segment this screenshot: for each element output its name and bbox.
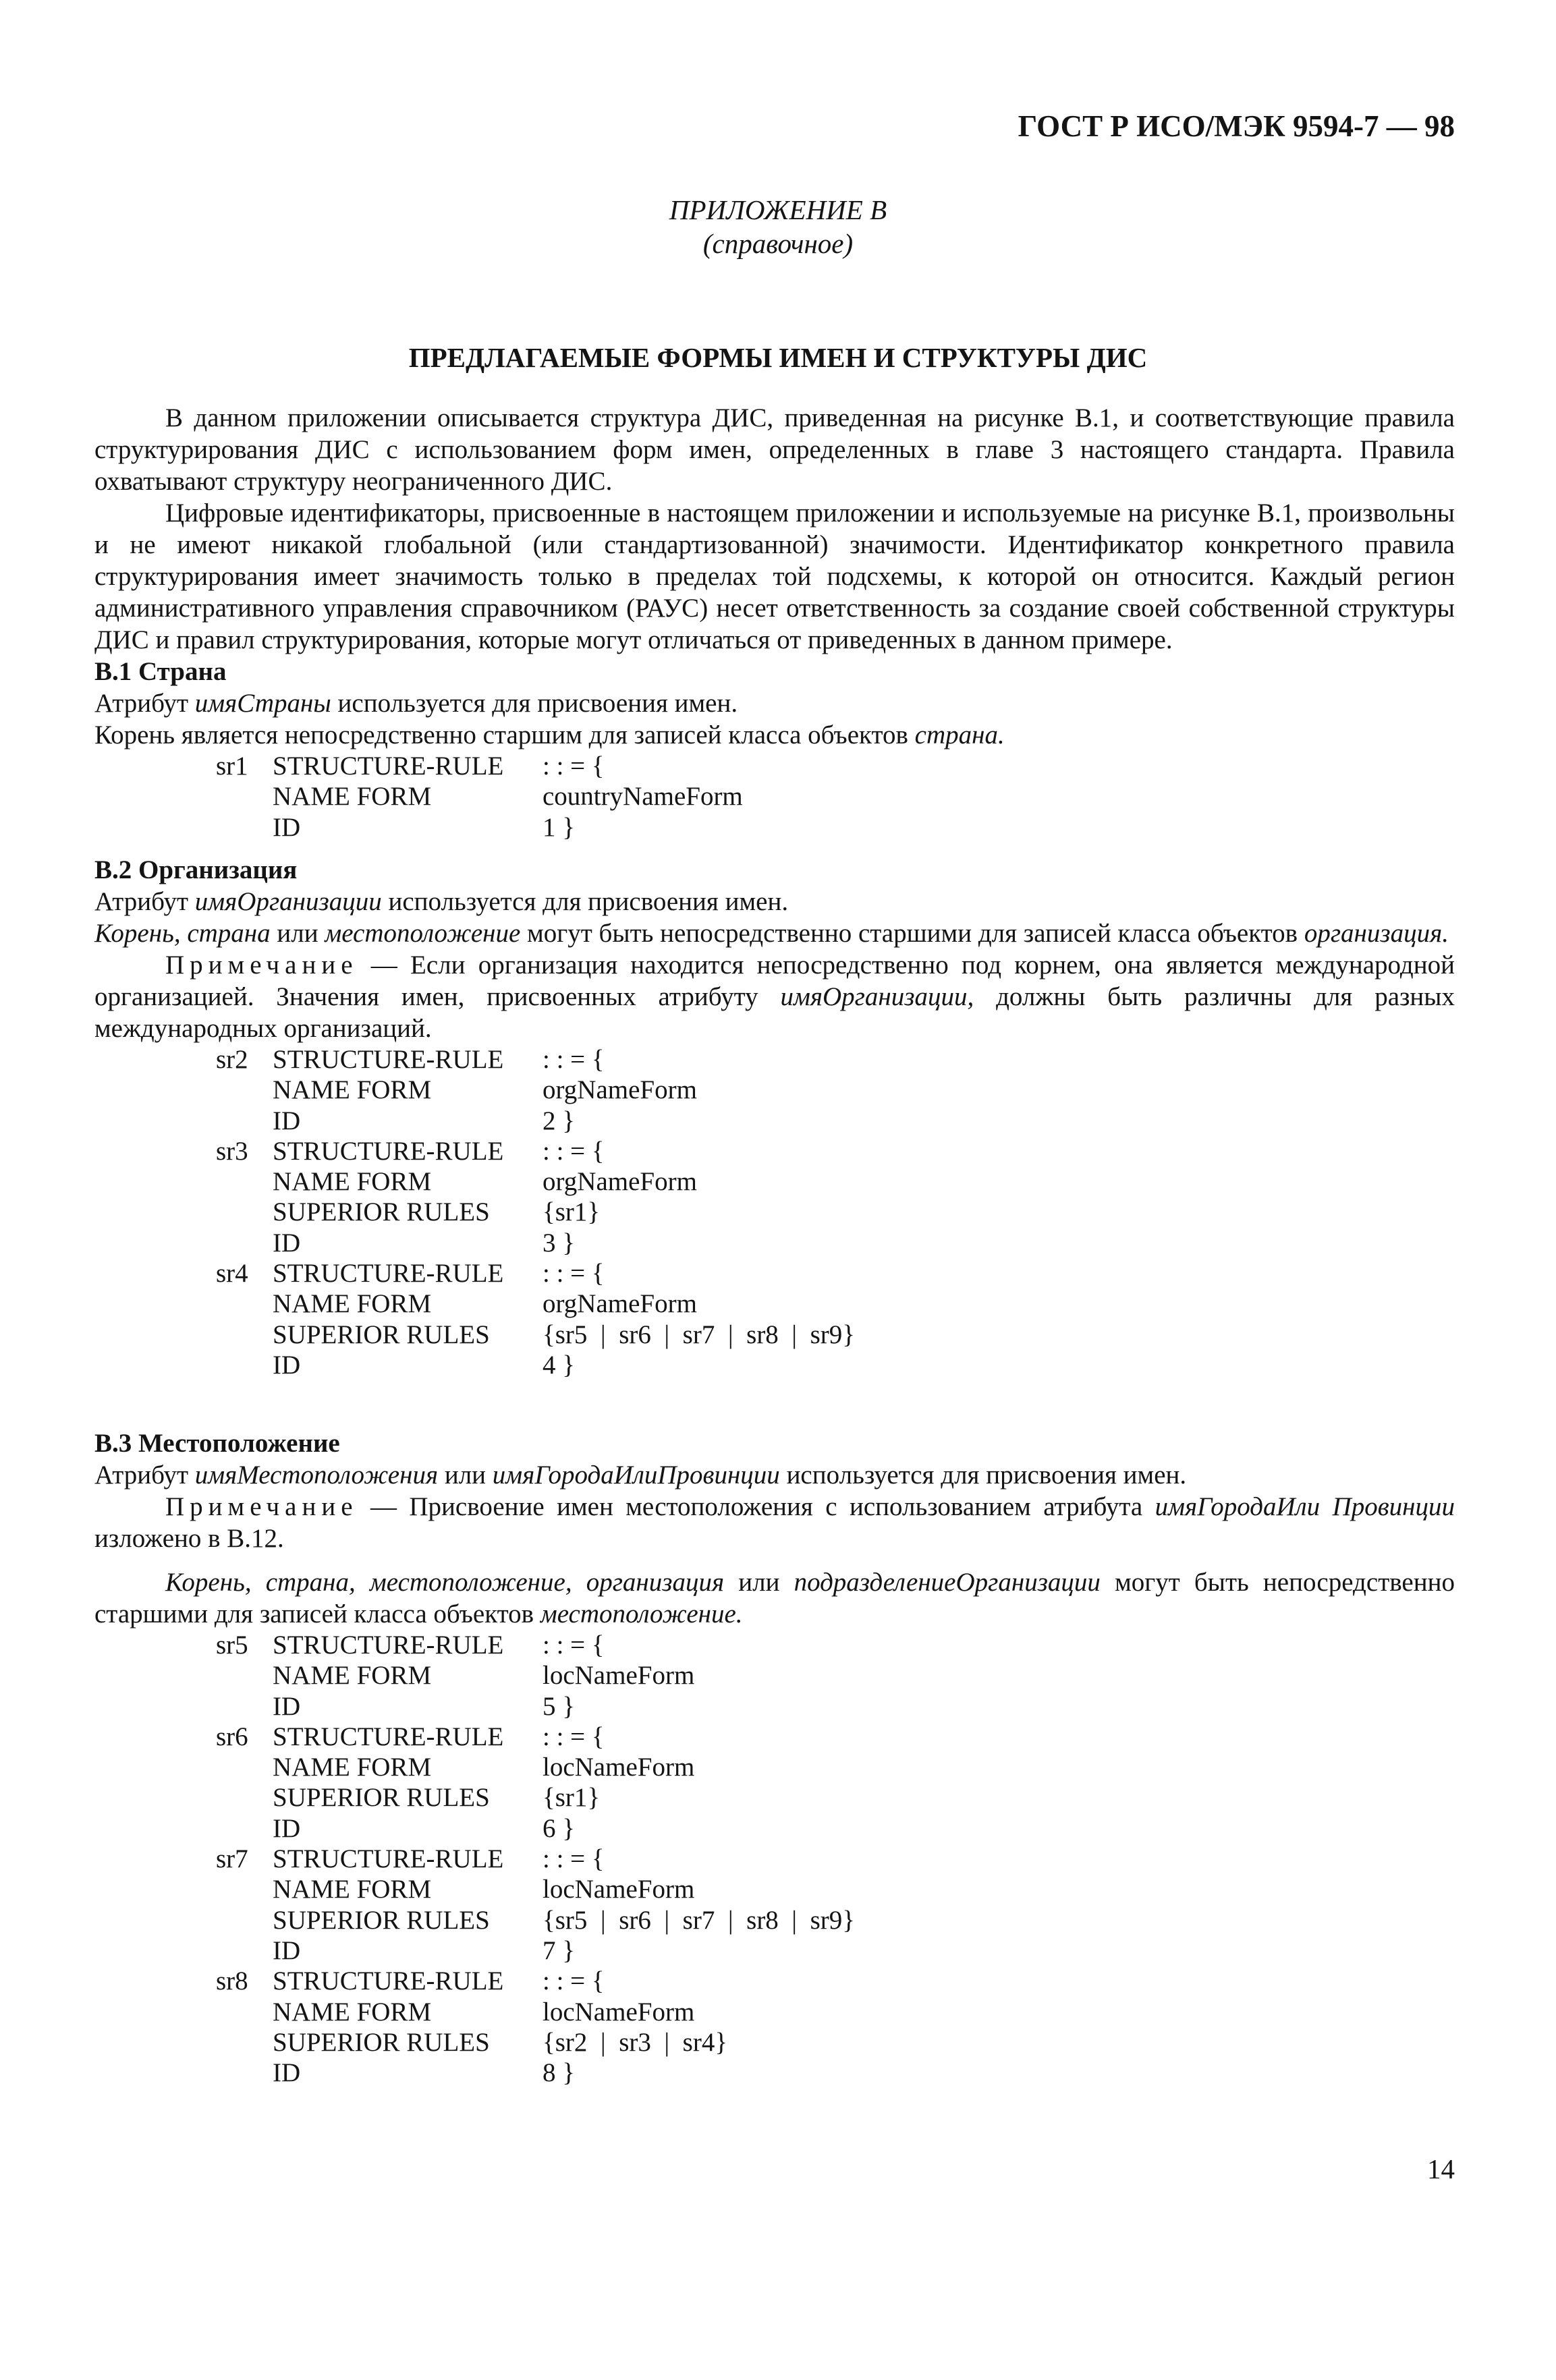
rule-id: [216, 1660, 273, 1691]
rule-value: : : = {: [543, 1844, 605, 1874]
appendix-heading: [0, 193, 1556, 260]
rule-id: [216, 1228, 273, 1258]
rule-value: locNameForm: [543, 1997, 695, 2027]
code-line: [216, 2027, 1455, 2058]
rule-value: : : = {: [543, 1631, 605, 1660]
rule-keyword: ID: [273, 1813, 301, 1843]
section-b2: [94, 854, 1455, 1380]
rule-id: [216, 1905, 273, 1935]
intro-paragraph-1: В данном приложении описывается структура ДИС, приведенная на рисунке В.1, и соответствующие правила структурирования ДИС с использованием форм имен, определенных в главе 3 настоящего стандарта. Правила охватывают структуру неограниченного ДИС.: [94, 403, 1455, 496]
rule-id: [216, 1197, 273, 1227]
b3-attribute-line: Атрибут имяМестоположения или имяГородаИлиПровинции используется для присвоения имен.: [94, 1461, 1187, 1490]
code-line: [216, 1288, 1455, 1319]
rule-keyword: ID: [273, 1228, 301, 1257]
page-number: 14: [1427, 2153, 1455, 2184]
b2-note: Примечание — Если организация находится непосредственно под корнем, она является международной организацией. Значения имен, присвоенных атрибуту имяОрганизации, должны быть различны для разных международных организаций.: [94, 951, 1455, 1043]
code-line: [216, 812, 1455, 843]
b1-attribute-line: Атрибут имяСтраны используется для присвоения имен.: [94, 689, 738, 718]
rule-id: sr2: [216, 1045, 248, 1074]
rule-value: 2 }: [543, 1106, 575, 1135]
code-line: [216, 1350, 1455, 1380]
rule-value: orgNameForm: [543, 1075, 697, 1105]
rule-id: [216, 1350, 273, 1380]
rule-value: locNameForm: [543, 1661, 695, 1691]
code-line: [216, 1782, 1455, 1813]
rule-id: [216, 1935, 273, 1966]
rule-keyword: ID: [273, 1106, 301, 1135]
rule-value: {sr1}: [543, 1783, 601, 1813]
code-line: [216, 1320, 1455, 1350]
rule-keyword: SUPERIOR RULES: [273, 1905, 490, 1935]
rule-id: [216, 1752, 273, 1782]
code-line: [216, 1997, 1455, 2027]
code-line: [216, 1691, 1455, 1722]
rule-value: {sr5 | sr6 | sr7 | sr8 | sr9}: [543, 1320, 855, 1349]
rule-id: [216, 1075, 273, 1105]
rule-id: [216, 1813, 273, 1844]
rule-keyword: STRUCTURE-RULE: [273, 1844, 504, 1874]
rule-keyword: ID: [273, 812, 301, 842]
document-header: ГОСТ Р ИСО/МЭК 9594-7 — 98: [1018, 109, 1455, 143]
rule-keyword: NAME FORM: [273, 1753, 432, 1782]
rule-id: sr5: [216, 1631, 248, 1660]
b1-superior-line: Корень является непосредственно старшим для записей класса объектов страна.: [94, 720, 1005, 749]
rule-id: [216, 781, 273, 812]
rule-value: locNameForm: [543, 1753, 695, 1782]
rule-id: sr6: [216, 1722, 248, 1751]
rule-value: : : = {: [543, 1259, 605, 1288]
rule-keyword: NAME FORM: [273, 1289, 432, 1319]
code-line: [216, 1722, 1455, 1752]
rule-value: : : = {: [543, 1966, 605, 1996]
code-line: [216, 1136, 1455, 1166]
code-line: [216, 1197, 1455, 1227]
rule-value: 3 }: [543, 1228, 575, 1257]
rule-keyword: SUPERIOR RULES: [273, 1197, 490, 1227]
rule-id: [216, 1997, 273, 2027]
rule-value: {sr1}: [543, 1197, 601, 1227]
rule-value: 8 }: [543, 2058, 575, 2088]
code-line: [216, 2058, 1455, 2088]
rule-value: locNameForm: [543, 1875, 695, 1904]
rule-keyword: SUPERIOR RULES: [273, 1320, 490, 1349]
rule-value: 6 }: [543, 1813, 575, 1843]
rule-keyword: NAME FORM: [273, 1997, 432, 2027]
rule-value: {sr2 | sr3 | sr4}: [543, 2027, 728, 2057]
section-heading-b1: В.1 Страна: [94, 657, 227, 686]
code-block-sr2-sr4: [216, 1044, 1455, 1380]
code-line: [216, 1905, 1455, 1935]
rule-id: [216, 1320, 273, 1350]
rule-id: sr7: [216, 1844, 248, 1874]
code-line: [216, 1228, 1455, 1258]
rule-value: 4 }: [543, 1350, 575, 1380]
page-title: ПРЕДЛАГАЕМЫЕ ФОРМЫ ИМЕН И СТРУКТУРЫ ДИС: [408, 342, 1148, 373]
rule-keyword: NAME FORM: [273, 1075, 432, 1105]
rule-value: : : = {: [543, 752, 605, 781]
rule-id: [216, 1874, 273, 1904]
rule-id: [216, 1166, 273, 1197]
rule-value: 5 }: [543, 1691, 575, 1721]
rule-id: [216, 812, 273, 843]
b2-attribute-line: Атрибут имяОрганизации используется для присвоения имен.: [94, 887, 789, 916]
intro-paragraph-2: Цифровые идентификаторы, присвоенные в настоящем приложении и используемые на рисунке В.1, произвольны и не имеют никакой глобальной (или стандартизованной) значимости. Идентификатор конкретного правила структурирования имеет значимость только в пределах той подсхемы, к которой он относится. Каждый регион административного управления справочником (РАУС) несет ответственность за создание своей собственной структуры ДИС и правил структурирования, которые могут отличаться от приведенных в данном примере.: [94, 499, 1455, 654]
rule-id: sr1: [216, 752, 248, 781]
rule-value: 7 }: [543, 1935, 575, 1965]
rule-id: [216, 1106, 273, 1136]
rule-keyword: STRUCTURE-RULE: [273, 1136, 504, 1166]
rule-keyword: NAME FORM: [273, 1875, 432, 1904]
rule-id: sr3: [216, 1136, 248, 1166]
code-line: [216, 1660, 1455, 1691]
rule-value: countryNameForm: [543, 782, 743, 812]
code-line: [216, 751, 1455, 781]
rule-keyword: ID: [273, 1691, 301, 1721]
code-line: [216, 1258, 1455, 1288]
rule-value: 1 }: [543, 812, 575, 842]
rule-id: [216, 2027, 273, 2058]
section-b3: [94, 1427, 1455, 2088]
code-line: [216, 1166, 1455, 1197]
rule-value: : : = {: [543, 1136, 605, 1166]
code-line: [216, 1044, 1455, 1075]
code-line: [216, 781, 1455, 812]
rule-value: : : = {: [543, 1722, 605, 1751]
rule-value: {sr5 | sr6 | sr7 | sr8 | sr9}: [543, 1905, 855, 1935]
code-line: [216, 1075, 1455, 1105]
rule-keyword: ID: [273, 2058, 301, 2088]
code-line: [216, 1752, 1455, 1782]
rule-id: [216, 1288, 273, 1319]
rule-id: [216, 2058, 273, 2088]
b2-superior-line: Корень, страна или местоположение могут быть непосредственно старшими для записей класса объектов организация.: [94, 919, 1449, 948]
code-line: [216, 1935, 1455, 1966]
rule-id: sr4: [216, 1259, 248, 1288]
code-line: [216, 1966, 1455, 1996]
section-heading-b2: В.2 Организация: [94, 855, 298, 884]
code-line: [216, 1874, 1455, 1904]
rule-keyword: NAME FORM: [273, 1167, 432, 1197]
appendix-kind: (справочное): [702, 228, 854, 259]
rule-keyword: STRUCTURE-RULE: [273, 1631, 504, 1660]
b3-note: Примечание — Присвоение имен местоположения с использованием атрибута имяГородаИли Провинции изложено в В.12.: [94, 1492, 1455, 1553]
rule-keyword: SUPERIOR RULES: [273, 2027, 490, 2057]
b3-superior-paragraph: Корень, страна, местоположение, организация или подразделениеОрганизации могут быть непосредственно старшими для записей класса объектов местоположение.: [94, 1568, 1455, 1628]
rule-id: [216, 1782, 273, 1813]
rule-value: : : = {: [543, 1045, 605, 1074]
rule-id: sr8: [216, 1966, 248, 1996]
rule-keyword: STRUCTURE-RULE: [273, 752, 504, 781]
code-line: [216, 1106, 1455, 1136]
code-block-sr5-sr8: [216, 1630, 1455, 2088]
rule-keyword: ID: [273, 1350, 301, 1380]
appendix-label: ПРИЛОЖЕНИЕ В: [669, 194, 887, 225]
code-block-sr1: [216, 751, 1455, 843]
rule-value: orgNameForm: [543, 1167, 697, 1197]
rule-keyword: SUPERIOR RULES: [273, 1783, 490, 1813]
rule-keyword: STRUCTURE-RULE: [273, 1045, 504, 1074]
rule-keyword: STRUCTURE-RULE: [273, 1722, 504, 1751]
rule-value: orgNameForm: [543, 1289, 697, 1319]
rule-keyword: STRUCTURE-RULE: [273, 1259, 504, 1288]
code-line: [216, 1630, 1455, 1660]
code-line: [216, 1813, 1455, 1844]
section-heading-b3: В.3 Местоположение: [94, 1429, 340, 1458]
rule-keyword: NAME FORM: [273, 782, 432, 812]
rule-keyword: ID: [273, 1935, 301, 1965]
intro-section: [94, 402, 1455, 843]
rule-keyword: NAME FORM: [273, 1661, 432, 1691]
code-line: [216, 1844, 1455, 1874]
rule-id: [216, 1691, 273, 1722]
rule-keyword: STRUCTURE-RULE: [273, 1966, 504, 1996]
